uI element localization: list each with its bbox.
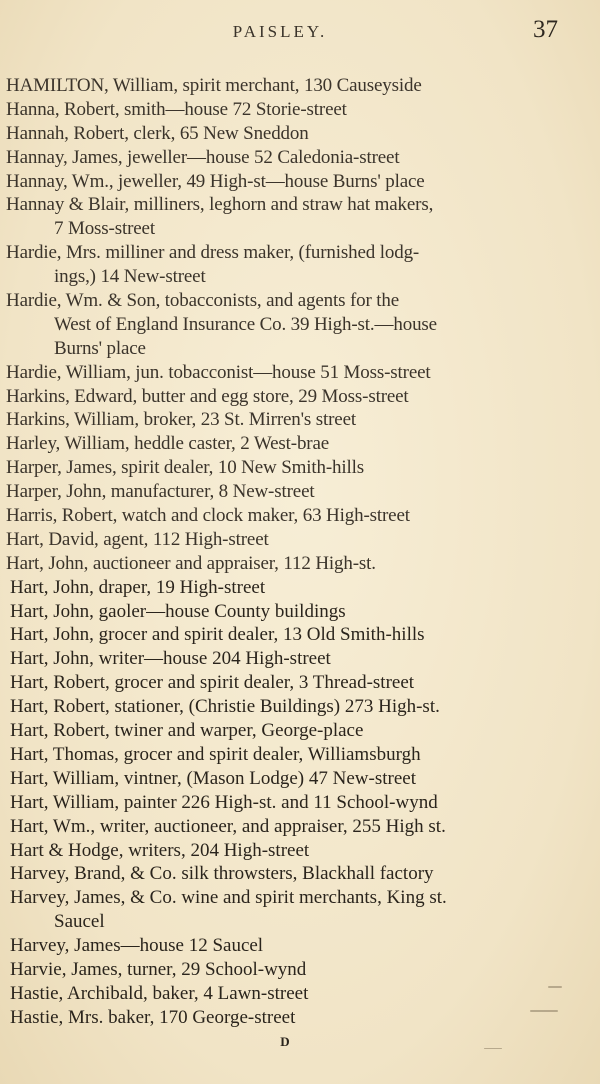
entry-line: Hart & Hodge, writers, 204 High-street (10, 839, 310, 861)
page-number: 37 (533, 16, 558, 43)
directory-entry (0, 767, 600, 791)
directory-entry (0, 958, 600, 982)
signature-mark: D (280, 1034, 290, 1049)
directory-entry (0, 886, 600, 934)
entry-line: Hardie, Mrs. milliner and dress maker, (furnished lodg- (6, 242, 420, 264)
entry-line: Hart, William, painter 226 High-st. and 11 School-wynd (10, 791, 438, 813)
entry-line: Harris, Robert, watch and clock maker, 63 High-street (6, 505, 410, 527)
entry-line: Hart, William, vintner, (Mason Lodge) 47 New-street (10, 767, 416, 789)
directory-entry (0, 695, 600, 719)
entry-continuation-line: ings,) 14 New-street (54, 266, 206, 288)
ink-smudge (530, 1010, 558, 1012)
entry-continuation-line: Saucel (54, 911, 105, 933)
directory-entry (0, 743, 600, 767)
directory-entries (0, 74, 600, 1030)
directory-entry (0, 647, 600, 671)
entry-line: Hart, John, gaoler—house County buildings (10, 600, 346, 622)
directory-entry (0, 98, 600, 122)
entry-line: Hart, John, draper, 19 High-street (10, 576, 266, 598)
directory-entry (0, 839, 600, 863)
directory-entry (0, 504, 600, 528)
directory-entry (0, 122, 600, 146)
entry-line: Hannah, Robert, clerk, 65 New Sneddon (6, 122, 309, 144)
directory-entry (0, 385, 600, 409)
directory-entry (0, 432, 600, 456)
directory-entry (0, 552, 600, 576)
directory-entry (0, 193, 600, 241)
entry-line: Hart, John, auctioneer and appraiser, 112 High-st. (6, 552, 376, 574)
entry-line: Harley, William, heddle caster, 2 West-brae (6, 433, 330, 455)
entry-line: Hastie, Archibald, baker, 4 Lawn-street (10, 982, 309, 1004)
entry-line: Hart, Wm., writer, auctioneer, and appraiser, 255 High st. (10, 815, 446, 837)
entry-continuation-line: 7 Moss-street (54, 218, 155, 240)
entry-line: Hannay, Wm., jeweller, 49 High-st—house Burns' place (6, 170, 425, 192)
entry-line: Hart, Robert, grocer and spirit dealer, 3 Thread-street (10, 672, 415, 694)
directory-entry (0, 408, 600, 432)
entry-continuation-line: Burns' place (54, 337, 146, 359)
entry-continuation-line: West of England Insurance Co. 39 High-st.—house (54, 313, 437, 335)
entry-line: Hannay, James, jeweller—house 52 Caledonia-street (6, 146, 400, 168)
page-title: PAISLEY. (232, 22, 328, 41)
directory-entry (0, 671, 600, 695)
entry-line: Harper, James, spirit dealer, 10 New Smith-hills (6, 457, 365, 479)
entry-line: Harkins, Edward, butter and egg store, 29 Moss-street (6, 385, 409, 407)
directory-entry (0, 146, 600, 170)
directory-entry (0, 1006, 600, 1030)
directory-entry (0, 170, 600, 194)
entry-line: Hardie, Wm. & Son, tobacconists, and agents for the (6, 290, 400, 312)
directory-entry (0, 719, 600, 743)
directory-entry (0, 289, 600, 361)
running-head (0, 18, 600, 48)
entry-line: Harper, John, manufacturer, 8 New-street (6, 481, 315, 503)
entry-line: Harvey, James—house 12 Saucel (10, 935, 264, 957)
directory-entry (0, 74, 600, 98)
entry-line: HAMILTON, William, spirit merchant, 130 Causeyside (6, 75, 422, 96)
entry-line: Hannay & Blair, milliners, leghorn and straw hat makers, (6, 194, 434, 216)
directory-entry (0, 361, 600, 385)
entry-line: Hart, Robert, twiner and warper, George-place (10, 720, 364, 742)
directory-entry (0, 982, 600, 1006)
entry-line: Harkins, William, broker, 23 St. Mirren's street (6, 409, 357, 431)
directory-entry (0, 934, 600, 958)
entry-line: Hart, John, grocer and spirit dealer, 13 Old Smith-hills (10, 624, 425, 646)
directory-entry (0, 623, 600, 647)
directory-entry (0, 600, 600, 624)
entry-line: Harvey, James, & Co. wine and spirit merchants, King st. (10, 887, 447, 909)
entry-line: Hastie, Mrs. baker, 170 George-street (10, 1006, 296, 1028)
directory-entry (0, 480, 600, 504)
directory-entry (0, 576, 600, 600)
entry-line: Hart, Thomas, grocer and spirit dealer, Williamsburgh (10, 743, 421, 765)
directory-entry (0, 241, 600, 289)
directory-entry (0, 815, 600, 839)
entry-line: Hanna, Robert, smith—house 72 Storie-street (6, 98, 347, 120)
directory-entry (0, 791, 600, 815)
directory-entry (0, 862, 600, 886)
entry-line: Hart, John, writer—house 204 High-street (10, 648, 331, 670)
ink-smudge (548, 986, 562, 988)
entry-line: Hart, Robert, stationer, (Christie Buildings) 273 High-st. (10, 696, 440, 718)
directory-entry (0, 528, 600, 552)
entry-line: Harvey, Brand, & Co. silk throwsters, Blackhall factory (10, 863, 434, 885)
entry-line: Hart, David, agent, 112 High-street (6, 528, 269, 550)
directory-entry (0, 456, 600, 480)
entry-line: Hardie, William, jun. tobacconist—house 51 Moss-street (6, 361, 431, 383)
entry-line: Harvie, James, turner, 29 School-wynd (10, 958, 307, 980)
